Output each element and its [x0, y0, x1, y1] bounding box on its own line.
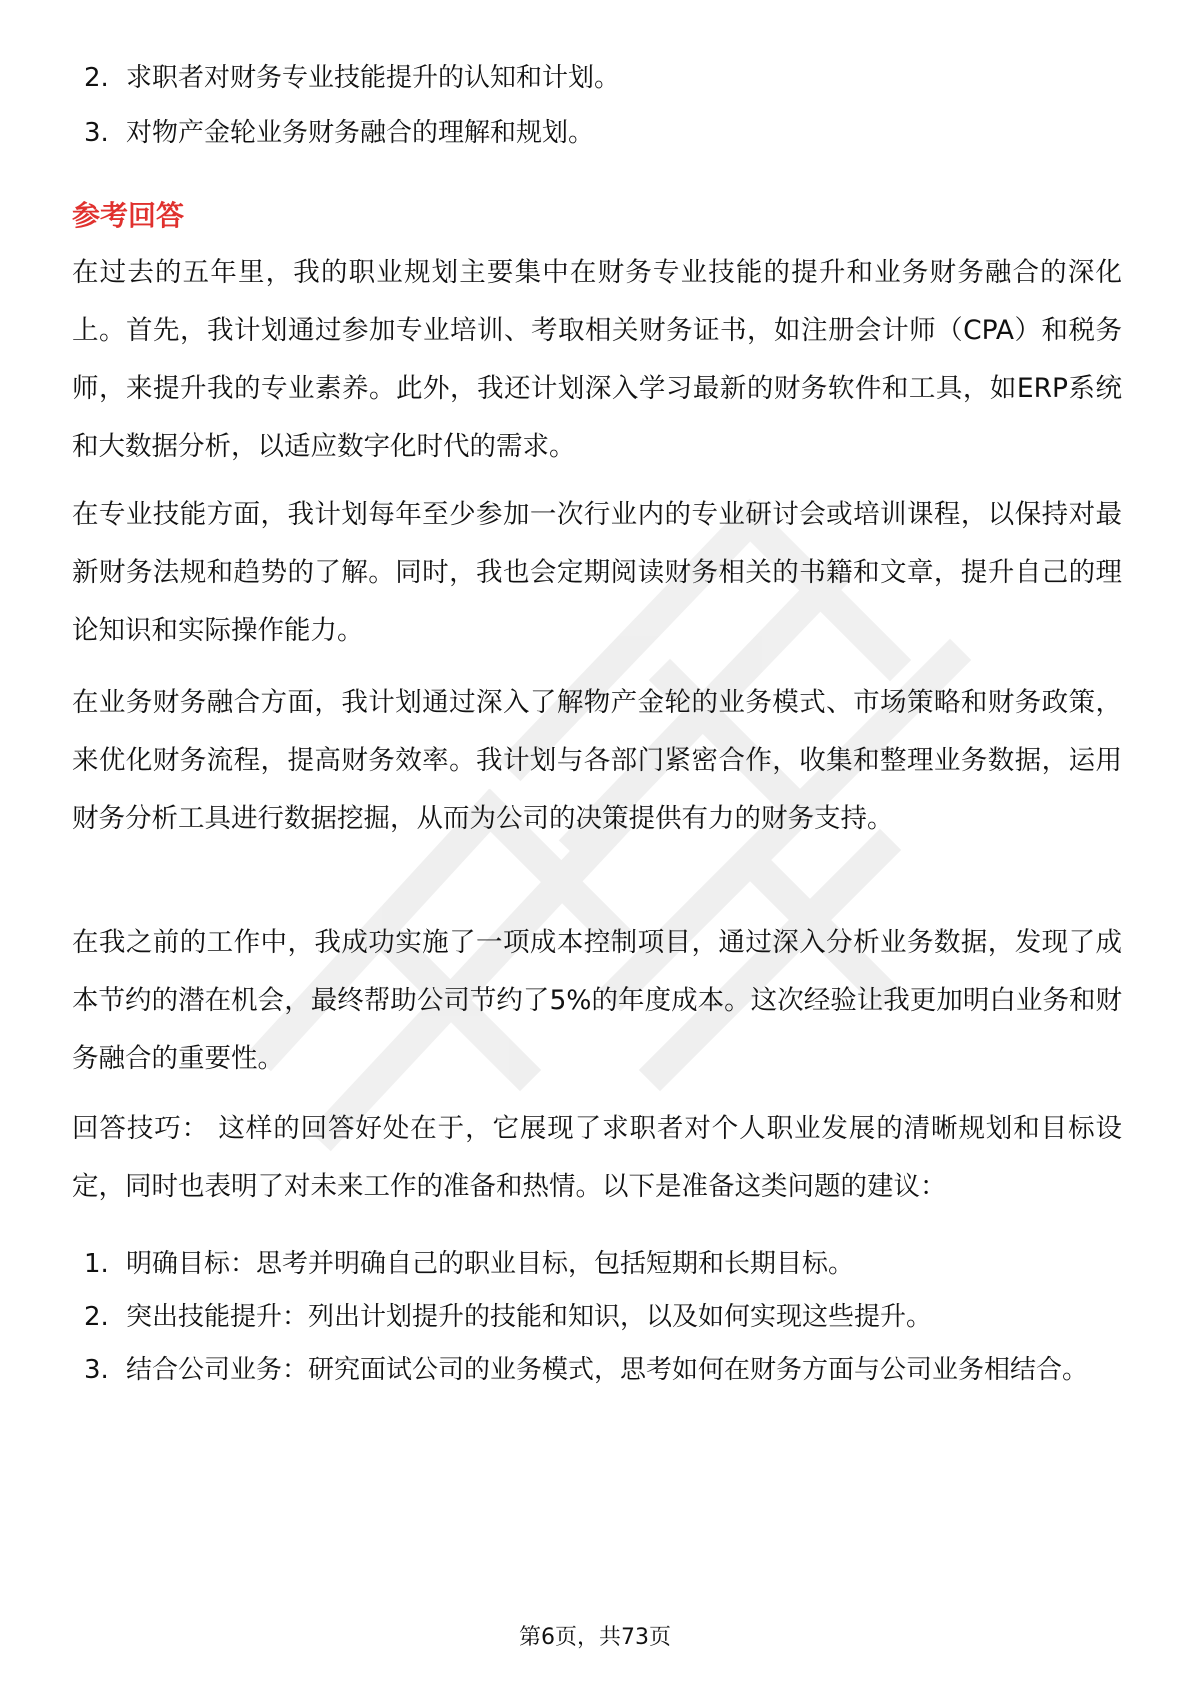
- list-item: [84, 50, 1124, 106]
- list-text: 突出技能提升：列出计划提升的技能和知识，以及如何实现这些提升。: [126, 1302, 933, 1332]
- paragraph-experience: 在我之前的工作中，我成功实施了一项成本控制项目，通过深入分析业务数据，发现了成本节约的潜在机会，最终帮助公司节约了5%的年度成本。这次经验让我更加明白业务和财务融合的重要性。: [72, 927, 1122, 1074]
- tips-list-item: [84, 1342, 1124, 1398]
- paragraph-answer-tips: 回答技巧： 这样的回答好处在于，它展现了求职者对个人职业发展的清晰规划和目标设定，同时也表明了对未来工作的准备和热情。以下是准备这类问题的建议：: [72, 1113, 1122, 1202]
- page-footer: 第6页，共73页: [519, 1625, 671, 1650]
- paragraph-career-plan: 在过去的五年里，我的职业规划主要集中在财务专业技能的提升和业务财务融合的深化上。首先，我计划通过参加专业培训、考取相关财务证书，如注册会计师（CPA）和税务师，来提升我的专业素养。此外，我还计划深入学习最新的财务软件和工具，如ERP系统和大数据分析，以适应数字化时代的需求。: [72, 257, 1122, 462]
- list-text: 明确目标：思考并明确自己的职业目标，包括短期和长期目标。: [126, 1249, 855, 1279]
- paragraph-skills: 在专业技能方面，我计划每年至少参加一次行业内的专业研讨会或培训课程，以保持对最新财务法规和趋势的了解。同时，我也会定期阅读财务相关的书籍和文章，提升自己的理论知识和实际操作能力。: [72, 499, 1122, 646]
- list-number: 1.: [84, 1249, 109, 1279]
- list-number: 3.: [84, 1355, 109, 1385]
- list-number: 2.: [84, 63, 109, 93]
- list-item: [84, 105, 1124, 161]
- tips-list-item: [84, 1289, 1124, 1345]
- list-text: 结合公司业务：研究面试公司的业务模式，思考如何在财务方面与公司业务相结合。: [126, 1355, 1089, 1385]
- list-text: 对物产金轮业务财务融合的理解和规划。: [126, 118, 595, 148]
- list-number: 3.: [84, 118, 109, 148]
- section-heading: 参考回答: [72, 199, 185, 232]
- list-number: 2.: [84, 1302, 109, 1332]
- tips-list-item: [84, 1236, 1124, 1292]
- list-text: 求职者对财务专业技能提升的认知和计划。: [126, 63, 621, 93]
- paragraph-business-finance: 在业务财务融合方面，我计划通过深入了解物产金轮的业务模式、市场策略和财务政策，来优化财务流程，提高财务效率。我计划与各部门紧密合作，收集和整理业务数据，运用财务分析工具进行数据挖掘，从而为公司的决策提供有力的财务支持。: [72, 687, 1122, 834]
